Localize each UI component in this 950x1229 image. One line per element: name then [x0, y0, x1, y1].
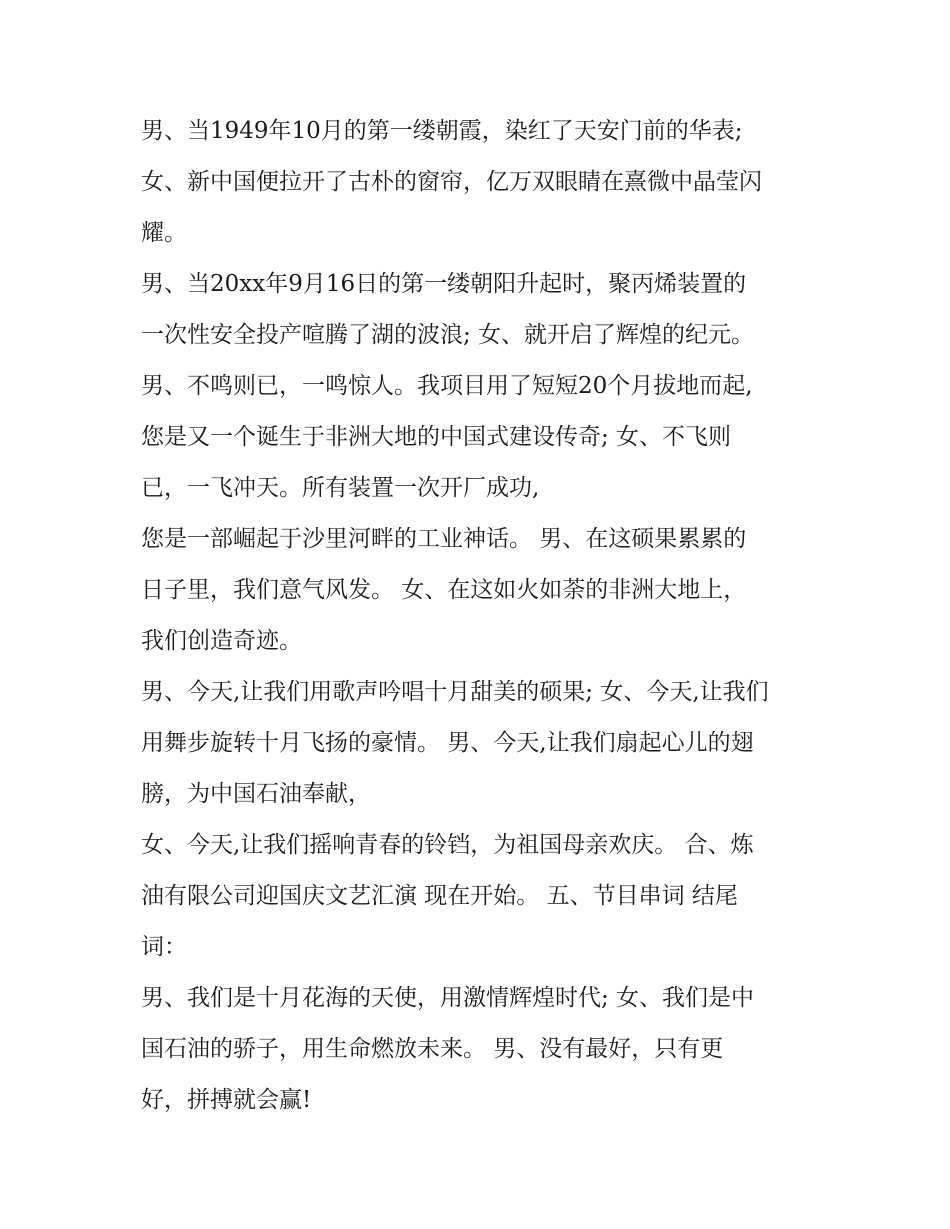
text-line: 男、当1949年10月的第一缕朝霞，染红了天安门前的华表;: [141, 118, 743, 144]
text-line: 我们创造奇迹。: [141, 628, 302, 654]
text-line: 男、我们是十月花海的天使，用激情辉煌时代; 女、我们是中: [141, 985, 755, 1011]
text-line: 耀。: [141, 220, 187, 246]
text-line: 词：: [141, 934, 187, 960]
document-body: [141, 106, 821, 1126]
text-line: 女、今天,让我们摇响青春的铃铛，为祖国母亲欢庆。 合、炼: [141, 832, 754, 858]
text-line: 好，拼搏就会赢!: [141, 1087, 312, 1113]
text-line: 男、今天,让我们用歌声吟唱十月甜美的硕果; 女、今天,让我们: [141, 679, 769, 705]
text-line: 用舞步旋转十月飞扬的豪情。 男、今天,让我们扇起心儿的翅: [141, 730, 754, 756]
text-line: 男、不鸣则已，一鸣惊人。我项目用了短短20个月拔地而起,: [141, 373, 753, 399]
text-line: 男、当20xx年9月16日的第一缕朝阳升起时，聚丙烯装置的: [141, 271, 747, 297]
text-line: 已，一飞冲天。所有装置一次开厂成功,: [141, 475, 540, 501]
text-line: 日子里，我们意气风发。 女、在这如火如荼的非洲大地上，: [141, 577, 747, 603]
text-line: 您是又一个诞生于非洲大地的中国式建设传奇; 女、不飞则: [141, 424, 732, 450]
text-line: 您是一部崛起于沙里河畔的工业神话。 男、在这硕果累累的: [141, 526, 747, 552]
text-line: 膀，为中国石油奉献，: [141, 781, 371, 807]
text-line: 一次性安全投产喧腾了湖的波浪; 女、就开启了辉煌的纪元。: [141, 322, 755, 348]
text-line: 国石油的骄子，用生命燃放未来。 男、没有最好，只有更: [141, 1036, 724, 1062]
text-line: 油有限公司迎国庆文艺汇演 现在开始。 五、节目串词 结尾: [141, 883, 738, 909]
text-line: 女、新中国便拉开了古朴的窗帘，亿万双眼睛在熹微中晶莹闪: [141, 169, 762, 195]
